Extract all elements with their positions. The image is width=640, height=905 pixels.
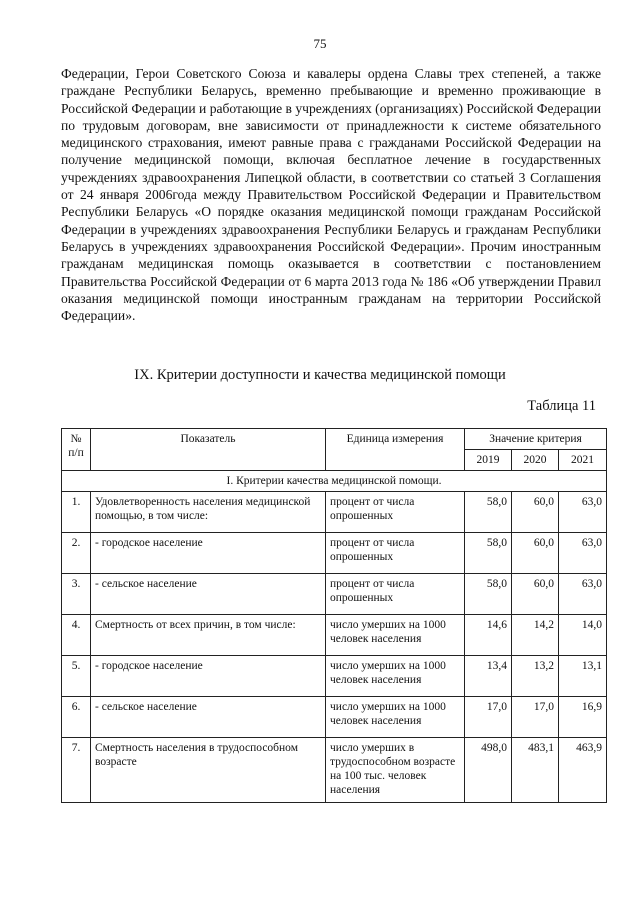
row-value-2019: 58,0: [465, 492, 512, 533]
body-paragraph: Федерации, Герои Советского Союза и кавалеры ордена Славы трех степеней, а также граждане Республики Беларусь, временно пребывающие и временно проживающие в Российской Федерации и работающие в учреждениях (организациях) Российской Федерации по трудовым договорам, вне зависимости от принадлежности к системе обязательного медицинского страхования, имеют равные права с гражданами Российской Федерации на получение медицинской помощи, включая бесплатное лечение в государственных учреждениях здравоохранения Липецкой области, в соответствии со статьей 3 Соглашения от 24 января 2006года между Правительством Российской Федерации и Правительством Республики Беларусь «О порядке оказания медицинской помощи гражданам Российской Федерации в учреждениях здравоохранения Республики Беларусь и гражданам Республики Беларусь в учреждениях здравоохранения Российской Федерации». Прочим иностранным гражданам медицинская помощь оказывается в соответствии с постановлением Правительства Российской Федерации от 6 марта 2013 года № 186 «Об утверждении Правил оказания медицинской помощи иностранным гражданам на территории Российской Федерации».: [61, 66, 601, 324]
row-num: 6.: [62, 697, 91, 738]
row-value-2020: 14,2: [512, 615, 559, 656]
table-section-title: I. Критерии качества медицинской помощи.: [62, 471, 607, 492]
header-num: № п/п: [62, 429, 91, 471]
row-value-2019: 14,6: [465, 615, 512, 656]
row-value-2021: 63,0: [559, 533, 607, 574]
row-value-2019: 58,0: [465, 533, 512, 574]
header-criterion: Значение критерия: [465, 429, 607, 450]
row-unit: число умерших в трудоспособном возрасте на 100 тыс. человек населения: [326, 738, 465, 803]
table-row: [62, 656, 607, 697]
row-value-2021: 63,0: [559, 492, 607, 533]
row-value-2021: 16,9: [559, 697, 607, 738]
row-value-2020: 60,0: [512, 492, 559, 533]
row-unit: процент от числа опрошенных: [326, 533, 465, 574]
row-indicator: - сельское население: [91, 697, 326, 738]
table-row: [62, 697, 607, 738]
header-year-2021: 2021: [559, 450, 607, 471]
row-unit: число умерших на 1000 человек населения: [326, 615, 465, 656]
row-num: 2.: [62, 533, 91, 574]
row-value-2020: 483,1: [512, 738, 559, 803]
row-unit: число умерших на 1000 человек населения: [326, 697, 465, 738]
row-num: 1.: [62, 492, 91, 533]
table-row: [62, 492, 607, 533]
table-row: [62, 533, 607, 574]
table-row: [62, 574, 607, 615]
row-value-2019: 58,0: [465, 574, 512, 615]
table-row: [62, 738, 607, 803]
row-value-2020: 17,0: [512, 697, 559, 738]
table-section-row: [62, 471, 607, 492]
header-unit: Единица измерения: [326, 429, 465, 471]
row-value-2021: 14,0: [559, 615, 607, 656]
header-year-2019: 2019: [465, 450, 512, 471]
row-value-2020: 13,2: [512, 656, 559, 697]
row-value-2019: 13,4: [465, 656, 512, 697]
row-unit: число умерших на 1000 человек населения: [326, 656, 465, 697]
row-value-2019: 498,0: [465, 738, 512, 803]
row-indicator: - сельское население: [91, 574, 326, 615]
row-num: 3.: [62, 574, 91, 615]
header-year-2020: 2020: [512, 450, 559, 471]
row-indicator: Смертность от всех причин, в том числе:: [91, 615, 326, 656]
table-header-row: [62, 429, 607, 450]
row-value-2020: 60,0: [512, 533, 559, 574]
row-indicator: - городское население: [91, 656, 326, 697]
row-unit: процент от числа опрошенных: [326, 492, 465, 533]
row-indicator: Удовлетворенность населения медицинской помощью, в том числе:: [91, 492, 326, 533]
row-indicator: - городское население: [91, 533, 326, 574]
row-indicator: Смертность населения в трудоспособном возрасте: [91, 738, 326, 803]
row-value-2021: 463,9: [559, 738, 607, 803]
row-unit: процент от числа опрошенных: [326, 574, 465, 615]
table-caption: Таблица 11: [527, 398, 596, 414]
row-num: 4.: [62, 615, 91, 656]
row-value-2021: 13,1: [559, 656, 607, 697]
row-value-2021: 63,0: [559, 574, 607, 615]
page-number: 75: [313, 36, 327, 51]
header-indicator: Показатель: [91, 429, 326, 471]
table-row: [62, 615, 607, 656]
criteria-table: [61, 428, 607, 803]
row-value-2019: 17,0: [465, 697, 512, 738]
row-num: 5.: [62, 656, 91, 697]
row-value-2020: 60,0: [512, 574, 559, 615]
row-num: 7.: [62, 738, 91, 803]
section-heading: IX. Критерии доступности и качества медицинской помощи: [134, 367, 506, 383]
